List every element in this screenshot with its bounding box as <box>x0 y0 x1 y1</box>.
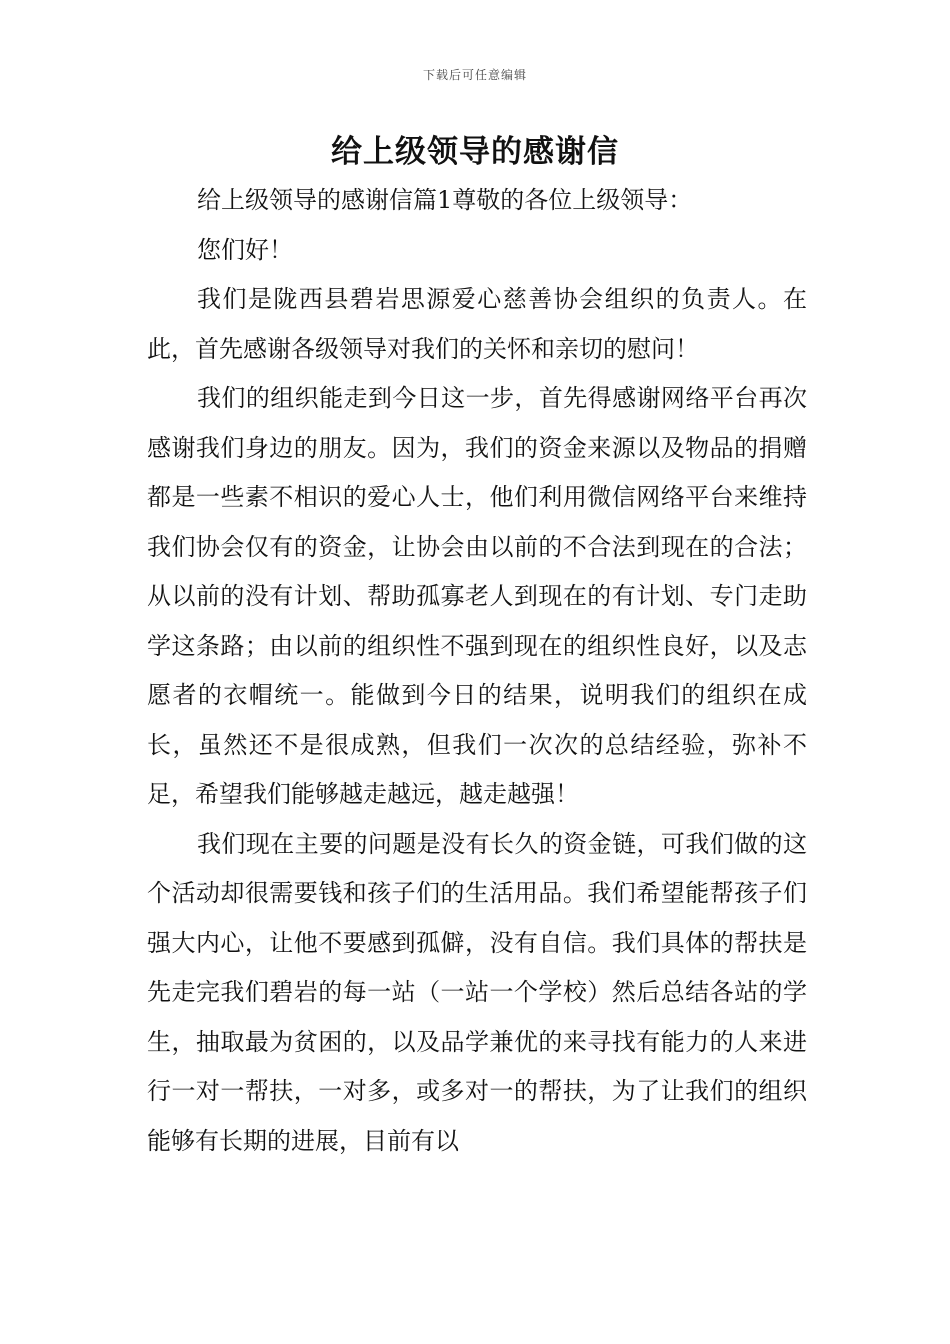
paragraph-salutation: 您们好！ <box>197 235 293 264</box>
paragraph-gratitude: 我们的组织能走到今日这一步，首先得感谢网络平台再次感谢我们身边的朋友。因为，我们的资金来源以及物品的捐赠都是一些素不相识的爱心人士，他们利用微信网络平台来维持我们协会仅有的资金，让协会由以前的不合法到现在的合法；从以前的没有计划、帮助孤寡老人到现在的有计划、专门走助学这条路；由以前的组织性不强到现在的组织性良好，以及志愿者的衣帽统一。能做到今日的结果，说明我们的组织在成长，虽然还不是很成熟，但我们一次次的总结经验，弥补不足，希望我们能够越走越远，越走越强！ <box>147 384 807 808</box>
header-note: 下载后可任意编辑 <box>422 68 527 82</box>
paragraph-introduction: 我们是陇西县碧岩思源爱心慈善协会组织的负责人。在此，首先感谢各级领导对我们的关怀和亲切的慰问！ <box>147 285 807 363</box>
paragraph-greeting: 给上级领导的感谢信篇1尊敬的各位上级领导： <box>197 186 693 214</box>
letter-body <box>147 176 807 1166</box>
document-title: 给上级领导的感谢信 <box>331 134 619 170</box>
paragraph-problems: 我们现在主要的问题是没有长久的资金链，可我们做的这个活动却很需要钱和孩子们的生活用品。我们希望能帮孩子们强大内心，让他不要感到孤僻，没有自信。我们具体的帮扶是先走完我们碧岩的每一站（一站一个学校）然后总结各站的学生，抽取最为贫困的，以及品学兼优的来寻找有能力的人来进行一对一帮扶，一对多，或多对一的帮扶，为了让我们的组织能够有长期的进展，目前有以 <box>147 829 807 1155</box>
